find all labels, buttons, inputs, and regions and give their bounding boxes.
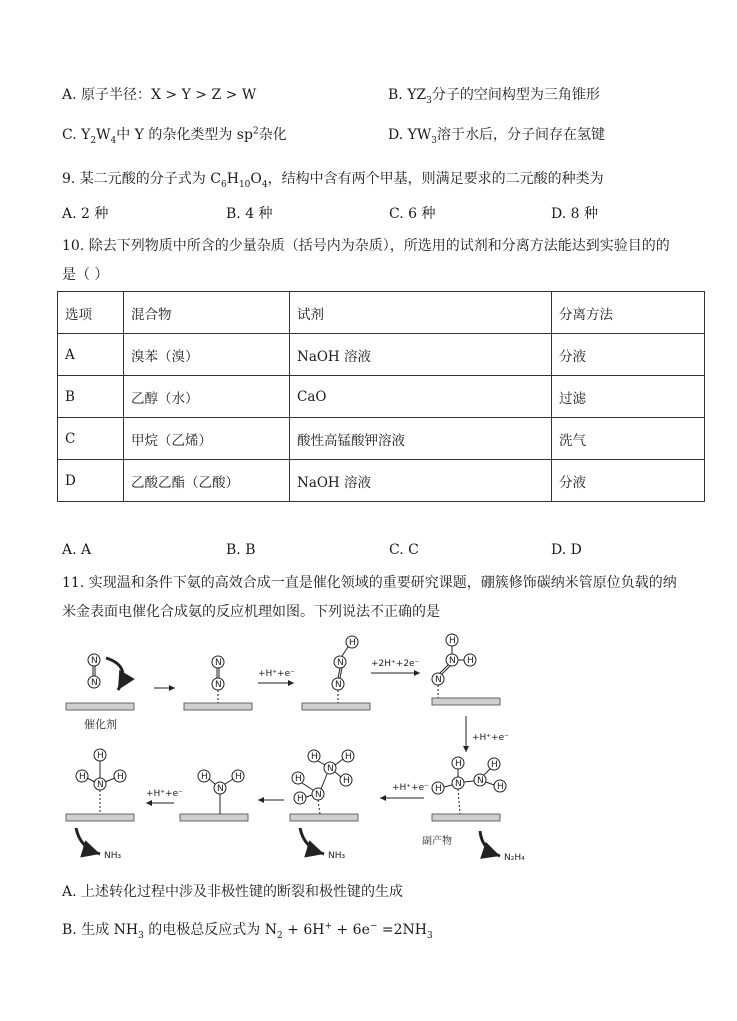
table-cell: 洗气 — [552, 418, 705, 460]
q9-option-a: A. 2 种 — [62, 206, 109, 222]
atom-label: N — [455, 779, 462, 789]
table-header-cell: 试剂 — [290, 292, 552, 334]
atom-label: H — [455, 759, 462, 769]
table-row — [58, 334, 705, 376]
table-cell: CaO — [290, 376, 552, 418]
nh3-label: NH₃ — [104, 851, 122, 861]
step-label: +H⁺+e⁻ — [258, 669, 295, 679]
table-cell: B — [58, 376, 124, 418]
table-cell: 分液 — [552, 334, 705, 376]
atom-label: H — [297, 794, 304, 804]
atom-label: N — [91, 678, 98, 688]
step-label: +2H⁺+2e⁻ — [371, 659, 420, 669]
q8-option-b: B. $YZ_3$分子的空间构型为三角锥形 — [388, 87, 600, 106]
n2h4-label: N₂H₄ — [504, 853, 525, 863]
table-cell: 甲烷（乙烯） — [124, 418, 290, 460]
step-label: +H⁺+e⁻ — [392, 783, 429, 793]
atom-label: H — [295, 774, 302, 784]
atom-label: N — [97, 780, 104, 790]
table-row — [58, 418, 705, 460]
atom-label: H — [491, 760, 498, 770]
table-row — [58, 460, 705, 502]
step-label: +H⁺+e⁻ — [472, 733, 509, 743]
table-cell: 分液 — [552, 460, 705, 502]
atom-label: N — [215, 680, 222, 690]
q11-stem-line2: 米金表面电催化合成氨的反应机理如图。下列说法不正确的是 — [62, 604, 440, 620]
step-label: +H⁺+e⁻ — [146, 789, 183, 799]
atom-label: H — [201, 772, 208, 782]
table-header-cell: 选项 — [58, 292, 124, 334]
atom-label: N — [217, 784, 224, 794]
atom-label: H — [79, 772, 86, 782]
atom-label: N — [335, 680, 342, 690]
table-cell: 过滤 — [552, 376, 705, 418]
q9-option-c: C. 6 种 — [389, 206, 436, 222]
atom-label: H — [343, 776, 350, 786]
atom-label: H — [311, 752, 318, 762]
q11-option-b: B. 生成 $NH_3$ 的电极总反应式为 $N_2 + 6H^+ + 6e^- =2NH_3$ — [62, 921, 433, 941]
table-header-row — [58, 292, 705, 334]
table-cell: 乙酸乙酯（乙酸） — [124, 460, 290, 502]
catalyst-surface — [432, 814, 500, 821]
atom-label: H — [345, 752, 352, 762]
atom-label: H — [467, 656, 474, 666]
atom-label: H — [435, 784, 442, 794]
q8-option-a: A. 原子半径：X > Y > Z > W — [62, 87, 257, 103]
q8-option-d: D. $YW_3$溶于水后，分子间存在氢键 — [388, 127, 605, 146]
release-arrow — [480, 831, 500, 856]
q10-option-b: B. B — [226, 542, 256, 558]
atom-label: N — [435, 675, 442, 685]
atom-label: N — [449, 656, 456, 666]
catalyst-surface — [432, 698, 500, 705]
catalyst-surface — [290, 814, 358, 821]
release-arrow — [76, 828, 100, 854]
atom-label: H — [497, 782, 504, 792]
catalyst-surface — [184, 703, 252, 710]
q9-option-d: D. 8 种 — [551, 206, 598, 222]
table-cell: D — [58, 460, 124, 502]
q10-stem-line2: 是（ ） — [62, 267, 109, 283]
atom-label: N — [315, 790, 322, 800]
catalyst-surface — [66, 703, 134, 710]
release-arrow — [300, 828, 324, 854]
table-cell: A — [58, 334, 124, 376]
q10-option-d: D. D — [551, 542, 582, 558]
table-cell: C — [58, 418, 124, 460]
q11-option-a: A. 上述转化过程中涉及非极性键的断裂和极性键的生成 — [62, 884, 404, 900]
q11-stem-line1: 11. 实现温和条件下氨的高效合成一直是催化领域的重要研究课题，硼簇修饰碳纳米管原位负载的纳 — [62, 575, 677, 591]
q10-option-a: A. A — [62, 542, 92, 558]
catalyst-label: 催化剂 — [84, 718, 117, 731]
table-cell: 溴苯（溴） — [124, 334, 290, 376]
atom-label: H — [97, 751, 104, 761]
catalyst-surface — [302, 703, 370, 710]
table-cell: 酸性高锰酸钾溶液 — [290, 418, 552, 460]
atom-label: H — [349, 638, 356, 648]
atom-label: H — [117, 772, 124, 782]
q10-stem-line1: 10. 除去下列物质中所含的少量杂质（括号内为杂质），所选用的试剂和分离方法能达到实验目的的 — [62, 238, 670, 254]
q9-option-b: B. 4 种 — [226, 206, 273, 222]
table-cell: NaOH 溶液 — [290, 460, 552, 502]
table-row — [58, 376, 705, 418]
atom-label: N — [327, 764, 334, 774]
mechanism-figure — [62, 628, 532, 868]
byproduct-label: 副产物 — [422, 836, 452, 847]
nh3-label: NH₃ — [328, 851, 346, 861]
atom-label: N — [215, 658, 222, 668]
atom-label: H — [235, 772, 242, 782]
atom-label: H — [449, 636, 456, 646]
q8-option-c: C. $Y_2W_4$中 Y 的杂化类型为 $sp^2$杂化 — [62, 126, 287, 146]
table-header-cell: 混合物 — [124, 292, 290, 334]
catalyst-surface — [66, 814, 134, 821]
table-cell: 乙醇（水） — [124, 376, 290, 418]
catalyst-surface — [180, 814, 248, 821]
table-cell: NaOH 溶液 — [290, 334, 552, 376]
atom-label: N — [477, 776, 484, 786]
atom-label: N — [91, 656, 98, 666]
atom-label: N — [337, 658, 344, 668]
table-header-cell: 分离方法 — [552, 292, 705, 334]
q10-table — [57, 291, 705, 502]
adsorption-arrow — [106, 658, 123, 690]
q10-option-c: C. C — [389, 542, 419, 558]
q9-stem: 9. 某二元酸的分子式为 $C_6H_{10}O_4$，结构中含有两个甲基，则满足要求的二元酸的种类为 — [62, 171, 604, 190]
